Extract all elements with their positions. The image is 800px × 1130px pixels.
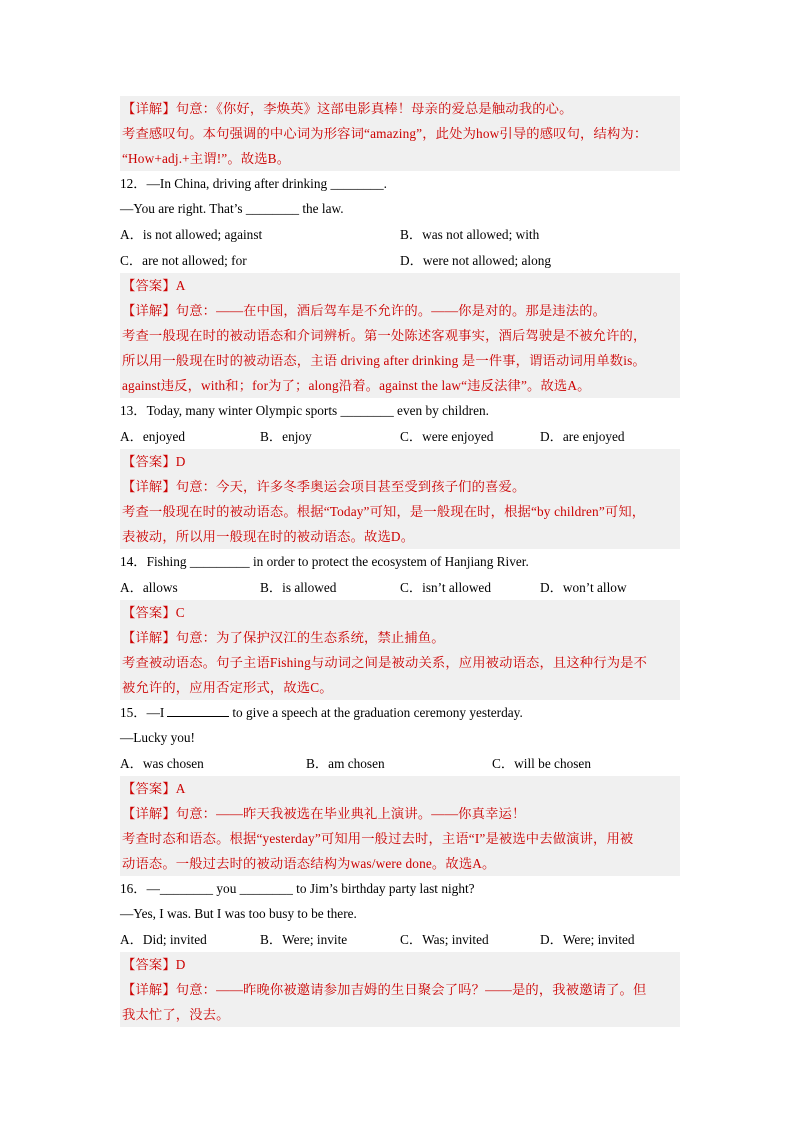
- q16-reply: —Yes, I was. But I was too busy to be there.: [120, 906, 357, 921]
- q14-option-a: A．allows: [120, 579, 178, 595]
- q14-option-c: C．isn’t allowed: [400, 579, 491, 595]
- q13-stem: 13．Today, many winter Olympic sports ________ even by children.: [120, 403, 489, 418]
- q13-options: [120, 423, 680, 449]
- q15-option-b: B．am chosen: [306, 755, 385, 771]
- explanation-line: 考查被动语态。句子主语Fishing与动词之间是被动关系，应用被动语态，且这种行为是不: [122, 655, 648, 670]
- q15-stem-pre: 15．—I: [120, 705, 165, 720]
- explanation-line: 【详解】句意：——在中国，酒后驾车是不允许的。——你是对的。那是违法的。: [122, 303, 607, 318]
- explanation-line: 考查时态和语态。根据“yesterday”可知用一般过去时，主语“I”是被选中去做演讲，用被: [122, 831, 634, 846]
- q15-explanation-box: [120, 776, 680, 876]
- q12-stem: 12．—In China, driving after drinking ________.: [120, 176, 388, 191]
- q15-reply: —Lucky you!: [120, 730, 195, 745]
- q16-option-c: C．Was; invited: [400, 931, 489, 947]
- q12-options-row1: [120, 221, 680, 247]
- q15-stem: [120, 700, 680, 725]
- explanation-line: 考查感叹句。本句强调的中心词为形容词“amazing”，此处为how引导的感叹句，结构为：: [122, 126, 648, 141]
- q11-explanation-box: [120, 96, 680, 171]
- q13-option-b: B．enjoy: [260, 428, 312, 444]
- content-column: [120, 96, 680, 1027]
- q12-options-row2: [120, 247, 680, 273]
- explanation-line: 考查一般现在时的被动语态。根据“Today”可知，是一般现在时，根据“by children”可知，: [122, 504, 646, 519]
- q14-options: [120, 574, 680, 600]
- q16-option-b: B．Were; invite: [260, 931, 348, 947]
- q16-option-d: D．Were; invited: [540, 931, 635, 947]
- q16-options: [120, 926, 680, 952]
- answer-line: 【答案】D: [122, 454, 186, 469]
- answer-line: 【答案】A: [122, 781, 186, 796]
- explanation-line: 【详解】句意：《你好，李焕英》这部电影真棒！母亲的爱总是触动我的心。: [122, 101, 573, 116]
- answer-line: 【答案】A: [122, 278, 186, 293]
- q14-explanation-box: [120, 600, 680, 700]
- q12-option-c: C．are not allowed; for: [120, 252, 247, 268]
- explanation-line: “How+adj.+主谓!”。故选B。: [122, 151, 291, 166]
- q12-option-d: D．were not allowed; along: [400, 252, 552, 268]
- q12-explanation-box: [120, 273, 680, 398]
- q15-options: [120, 750, 680, 776]
- q12-reply: —You are right. That’s ________ the law.: [120, 201, 344, 216]
- q15-option-c: C．will be chosen: [492, 755, 591, 771]
- q15-stem-post: to give a speech at the graduation ceremony yesterday.: [232, 705, 523, 720]
- q13-option-d: D．are enjoyed: [540, 428, 625, 444]
- q15-option-a: A．was chosen: [120, 755, 204, 771]
- explanation-line: 【详解】句意：今天，许多冬季奥运会项目甚至受到孩子们的喜爱。: [122, 479, 526, 494]
- q12-option-a: A．is not allowed; against: [120, 226, 263, 242]
- explanation-line: 被允许的，应用否定形式，故选C。: [122, 680, 333, 695]
- q14-option-d: D．won’t allow: [540, 579, 627, 595]
- q14-stem: 14．Fishing _________ in order to protect the ecosystem of Hanjiang River.: [120, 554, 529, 569]
- explanation-line: 表被动，所以用一般现在时的被动语态。故选D。: [122, 529, 415, 544]
- q12-option-b: B．was not allowed; with: [400, 226, 540, 242]
- explanation-line: 我太忙了，没去。: [122, 1007, 230, 1022]
- explanation-line: against违反，with和；for为了；along沿着。against the law“违反法律”。故选A。: [122, 378, 591, 393]
- q13-explanation-box: [120, 449, 680, 549]
- explanation-line: 所以用一般现在时的被动语态，主语 driving after drinking 是一件事，谓语动词用单数is。: [122, 353, 646, 368]
- answer-line: 【答案】D: [122, 957, 186, 972]
- q16-stem: 16．—________ you ________ to Jim’s birthday party last night?: [120, 881, 475, 896]
- explanation-line: 动语态。一般过去时的被动语态结构为was/were done。故选A。: [122, 856, 496, 871]
- q15-blank: [167, 702, 229, 717]
- explanation-line: 【详解】句意：——昨天我被选在毕业典礼上演讲。——你真幸运！: [122, 806, 526, 821]
- explanation-line: 【详解】句意：为了保护汉江的生态系统，禁止捕鱼。: [122, 630, 445, 645]
- q16-explanation-box: [120, 952, 680, 1027]
- q13-option-a: A．enjoyed: [120, 428, 185, 444]
- explanation-line: 考查一般现在时的被动语态和介词辨析。第一处陈述客观事实，酒后驾驶是不被允许的，: [122, 328, 647, 343]
- explanation-line: 【详解】句意：——昨晚你被邀请参加吉姆的生日聚会了吗？——是的，我被邀请了。但: [122, 982, 647, 997]
- q16-option-a: A．Did; invited: [120, 931, 207, 947]
- answer-line: 【答案】C: [122, 605, 185, 620]
- q13-option-c: C．were enjoyed: [400, 428, 494, 444]
- q14-option-b: B．is allowed: [260, 579, 337, 595]
